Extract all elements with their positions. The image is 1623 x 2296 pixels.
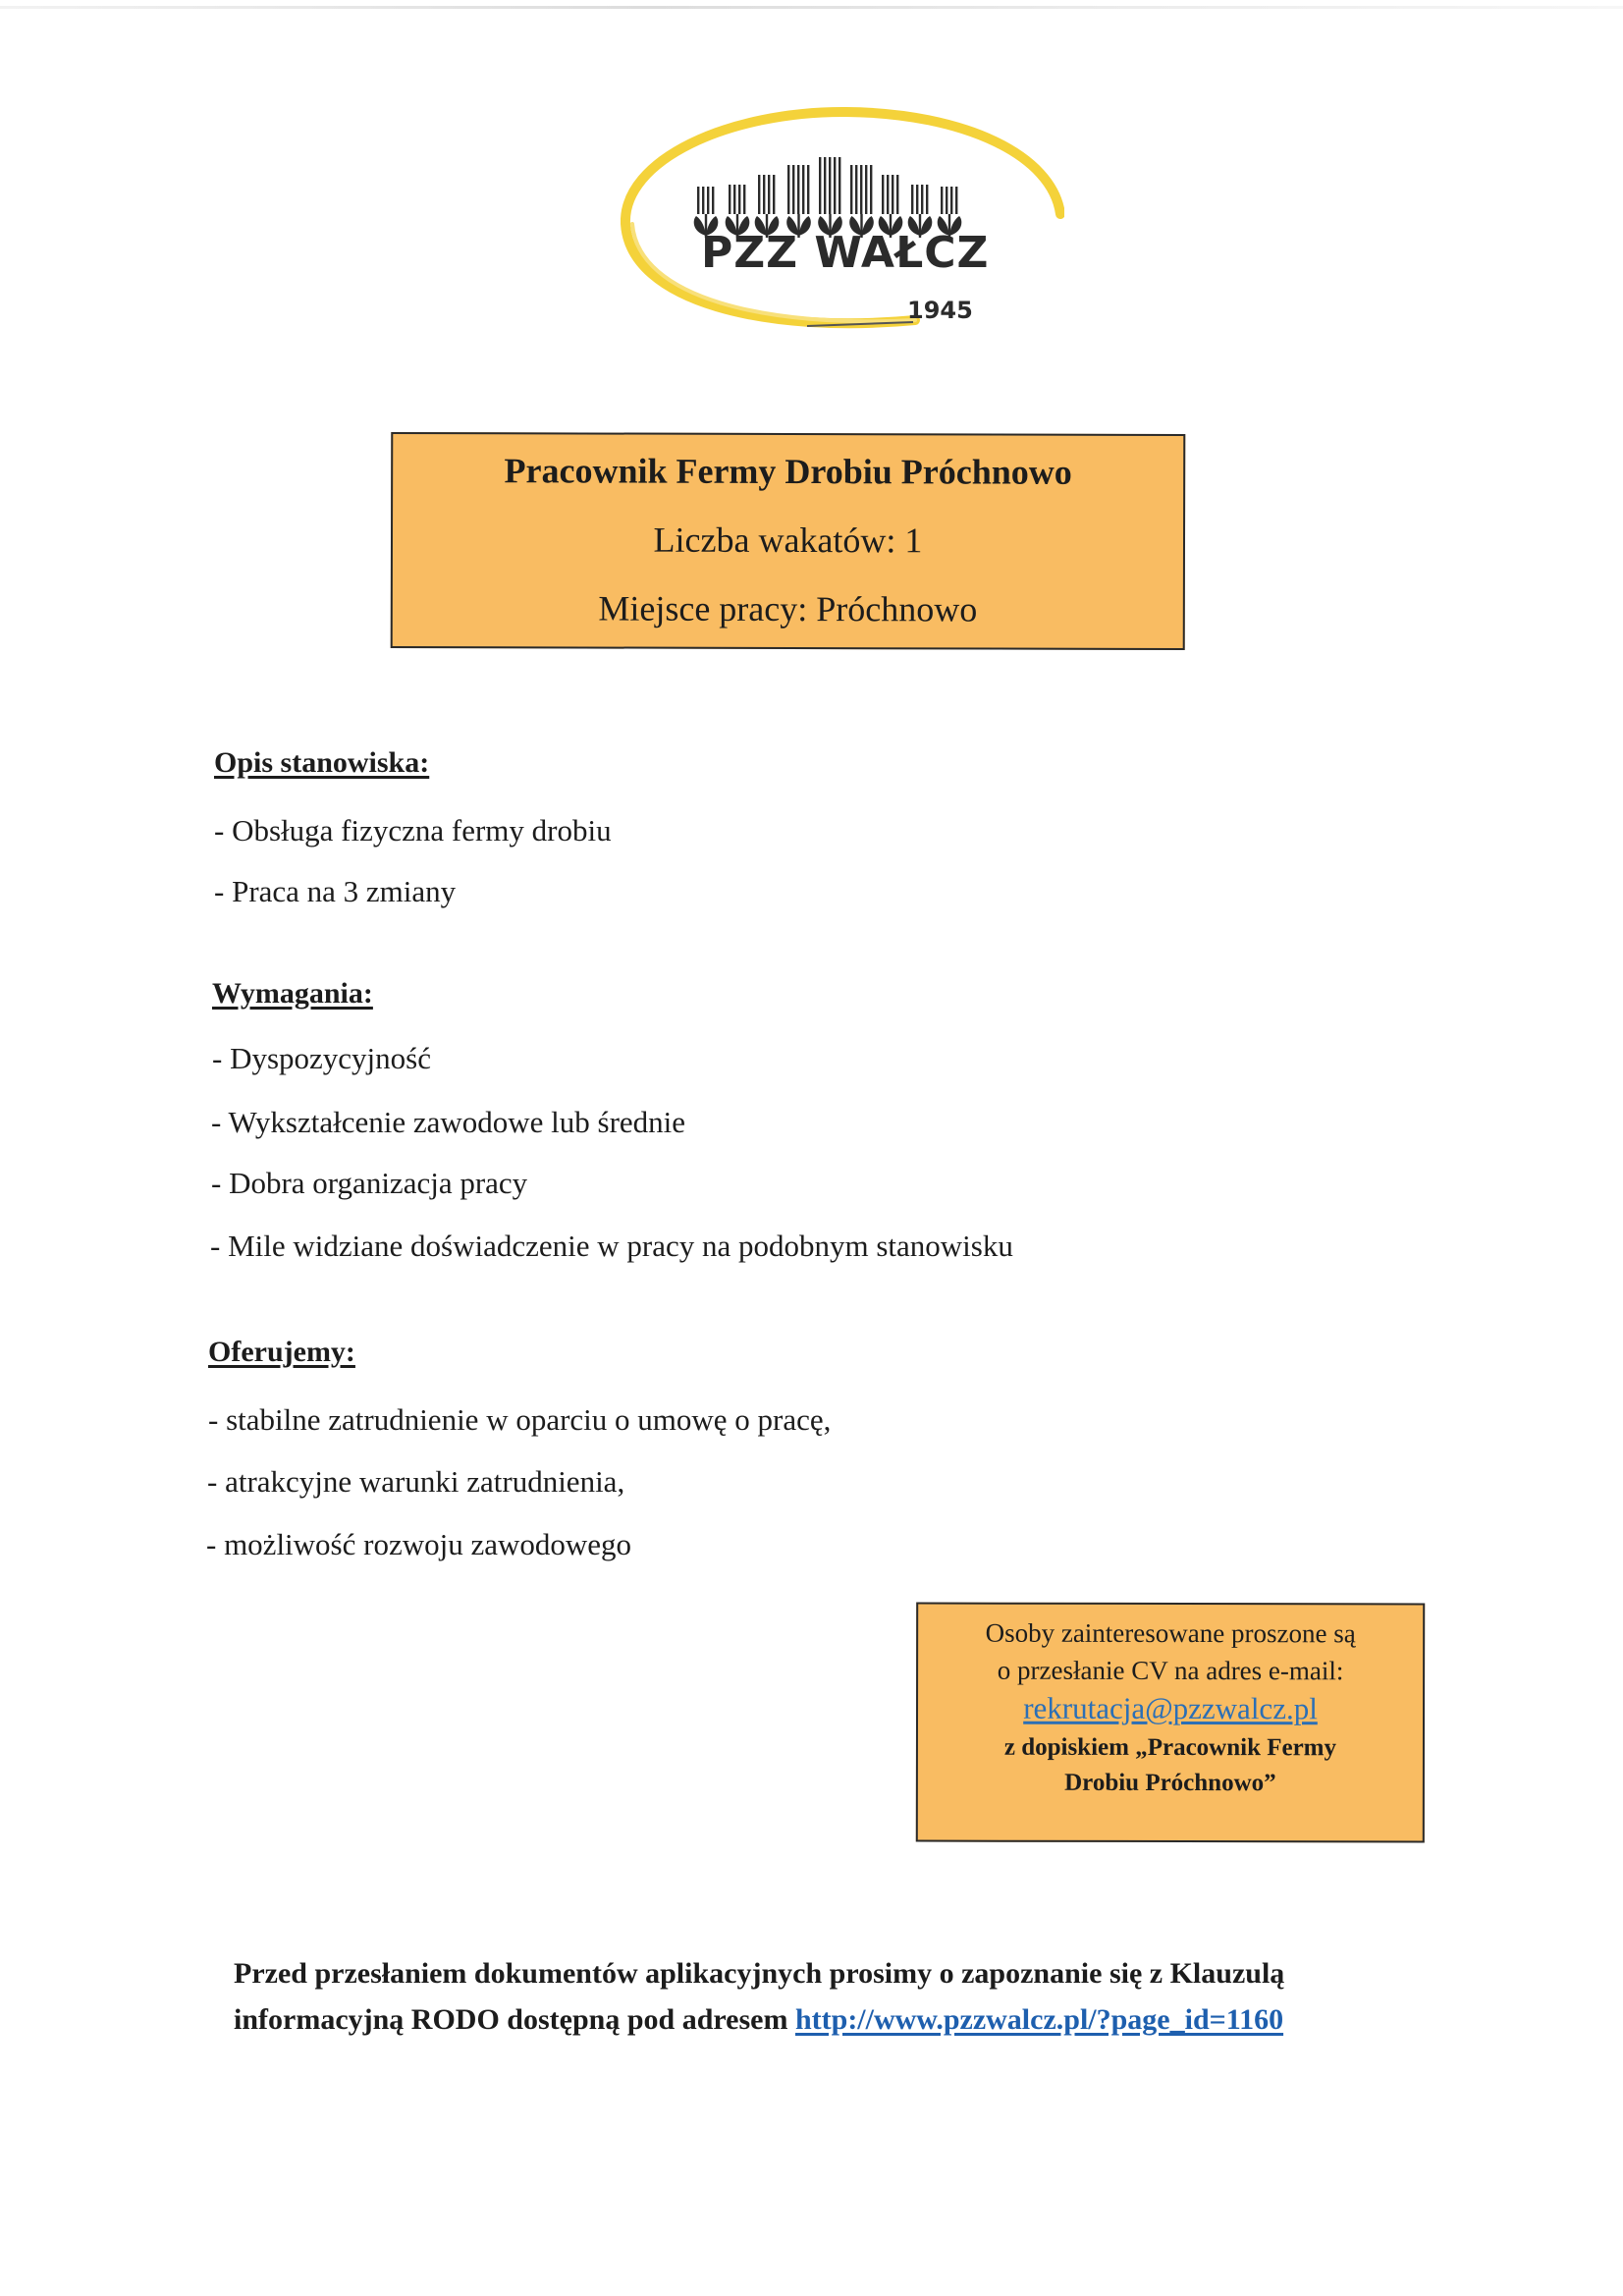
contact-text: Osoby zainteresowane proszone są [985,1617,1356,1649]
wheat-stalk-mark [916,185,918,214]
wheat-stalk-mark [882,175,884,214]
logo-company-name: PZZ WAŁCZ [701,228,990,278]
wheat-stalk-mark [911,185,913,214]
wheat-stalk-mark [807,165,809,214]
wheat-stalk-mark [946,187,947,214]
wheat-stalk-mark [926,185,928,214]
wheat-stalk-mark [819,157,821,214]
wheat-stalk-mark [738,185,740,214]
wheat-stalk-mark [834,157,836,214]
list-item: - stabilne zatrudnienie w oparciu o umowę o pracę, [208,1402,832,1437]
wheat-stalk-mark [707,187,709,214]
wheat-stalk-mark [887,175,889,214]
wheat-stalk-mark [850,165,852,214]
section-heading: Wymagania: [212,977,373,1010]
job-title-box [391,432,1186,650]
rodo-note-line2 [234,2003,1432,2037]
list-item: - Praca na 3 zmiany [214,874,457,908]
wheat-stalk-mark [733,185,735,214]
wheat-stalk-mark [950,187,952,214]
section-heading: Opis stanowiska: [214,746,430,779]
wheat-stalk-mark [712,187,714,214]
wheat-stalk-mark [702,187,704,214]
wheat-stalk-mark [729,185,730,214]
wheat-stalk-mark [955,187,957,214]
list-item: - Mile widziane doświadczenie w pracy na podobnym stanowisku [210,1229,1013,1263]
wheat-stalk-mark [824,157,826,214]
wheat-stalk-mark [855,165,857,214]
wheat-stalk-mark [773,175,775,214]
rodo-note-text: informacyjną RODO dostępną pod adresem [234,2003,795,2036]
contact-text: o przesłanie CV na adres e-mail: [997,1655,1344,1686]
wheat-stalk-mark [865,165,867,214]
vacancy-count: Liczba wakatów: 1 [653,519,923,561]
wheat-stalk-mark [787,165,789,214]
job-title: Pracownik Fermy Drobiu Próchnowo [504,451,1072,492]
wheat-stalk-mark [839,157,840,214]
wheat-stalk-mark [763,175,765,214]
wheat-stalk-mark [921,185,923,214]
subject-note: Drobiu Próchnowo” [1064,1769,1276,1797]
wheat-stalk-mark [802,165,804,214]
wheat-stalk-mark [870,165,872,214]
company-logo [621,106,1064,332]
wheat-ears-logo-icon [621,106,1064,332]
section-heading: Oferujemy: [208,1336,355,1368]
list-item: - Obsługa fizyczna fermy drobiu [214,813,612,847]
list-item: - Dobra organizacja pracy [211,1166,528,1200]
logo-founding-year: 1945 [907,297,973,324]
wheat-stalk-mark [797,165,799,214]
wheat-stalk-mark [697,187,699,214]
subject-note: z dopiskiem „Pracownik Fermy [1003,1733,1337,1762]
wheat-stalk-mark [896,175,898,214]
list-item: - Wykształcenie zawodowe lub średnie [211,1105,686,1139]
wheat-stalk-mark [941,187,943,214]
wheat-stalk-mark [892,175,893,214]
rodo-link[interactable]: http://www.pzzwalcz.pl/?page_id=1160 [794,2003,1284,2036]
wheat-stalk-mark [743,185,745,214]
wheat-stalk-mark [758,175,760,214]
work-location: Miejsce pracy: Próchnowo [598,588,978,629]
rodo-note-line1: Przed przesłaniem dokumentów aplikacyjnych prosimy o zapoznanie się z Klauzulą [234,1957,1285,1990]
list-item: - atrakcyjne warunki zatrudnienia, [207,1464,625,1499]
wheat-stalk-mark [860,165,862,214]
scan-edge [0,6,1623,9]
email-link[interactable]: rekrutacja@pzzwalcz.pl [1023,1690,1318,1726]
list-item: - możliwość rozwoju zawodowego [206,1527,632,1561]
wheat-stalk-mark [792,165,794,214]
wheat-stalk-mark [768,175,770,214]
wheat-stalk-mark [829,157,831,214]
contact-box [916,1603,1425,1843]
list-item: - Dyspozycyjność [212,1041,431,1075]
